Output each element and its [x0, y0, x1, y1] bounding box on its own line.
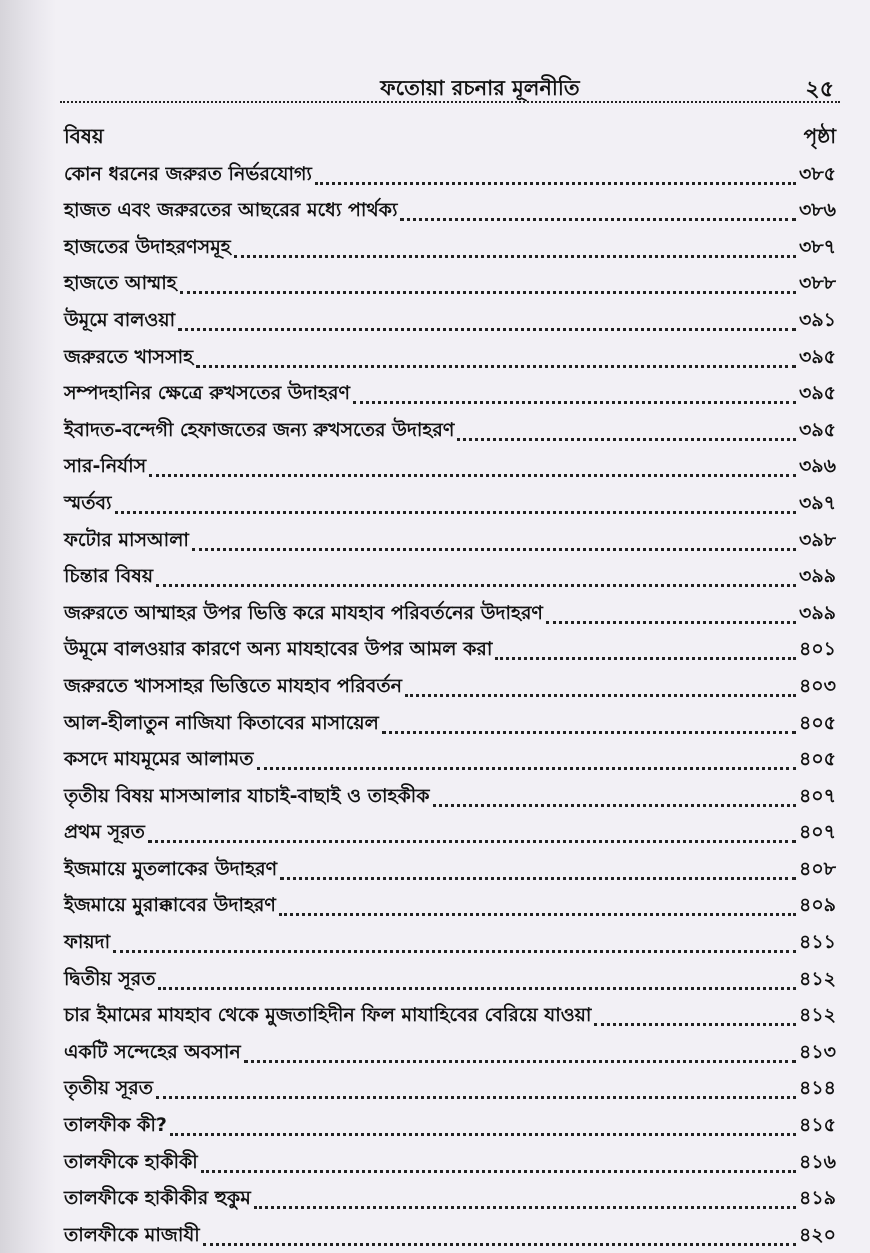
dot-leader [234, 255, 796, 258]
toc-entry [60, 228, 840, 265]
toc-entry [60, 741, 840, 778]
toc-entry-page: ৪০৯ [798, 894, 836, 917]
toc-entry [60, 631, 840, 668]
toc-entry-page: ৩৯১ [798, 308, 836, 331]
toc-entry [60, 484, 840, 521]
dot-leader [400, 218, 795, 221]
toc-entry [60, 155, 840, 192]
dot-leader [178, 328, 796, 331]
toc-entry-title: চার ইমামের মাযহাব থেকে মুজতাহিদীন ফিল মাযাহিবের বেরিয়ে যাওয়া [64, 1004, 592, 1027]
toc-entry-title: তালফীকে হাকীকীর হুকুম [64, 1187, 251, 1210]
toc-entry [60, 1070, 840, 1107]
page-gutter-shadow [0, 0, 56, 1253]
toc-entry-page: ৪০৫ [798, 711, 836, 734]
toc-entry [60, 192, 840, 229]
toc-entry-title: কোন ধরনের জরুরত নির্ভরযোগ্য [64, 162, 312, 185]
dot-leader [244, 1060, 796, 1063]
toc-entry [60, 448, 840, 485]
dot-leader [353, 401, 796, 404]
toc-entry [60, 265, 840, 302]
dot-leader [201, 1170, 796, 1173]
dot-leader [546, 621, 796, 624]
toc-entry-title: আল-হীলাতুন নাজিযা কিতাবের মাসায়েল [64, 711, 379, 734]
toc-entry-title: ফটোর মাসআলা [64, 528, 189, 551]
toc-entry [60, 1106, 840, 1143]
toc-entry-title: জরুরতে আম্মাহর উপর ভিত্তি করে মাযহাব পরিবর্তনের উদাহরণ [64, 601, 543, 624]
toc-entry-page: ৪১৫ [799, 1114, 836, 1137]
toc-entry [60, 411, 840, 448]
dot-leader [433, 804, 796, 807]
toc-entry [60, 814, 840, 851]
toc-entry-title: তৃতীয় বিষয় মাসআলার যাচাই-বাছাই ও তাহকীক [64, 784, 430, 807]
toc-entry-page: ৩৮৬ [798, 199, 836, 222]
dot-leader [158, 987, 796, 990]
toc-entry-title: সম্পদহানির ক্ষেত্রে রুখসতের উদাহরণ [64, 382, 350, 405]
toc-entry-page: ৪১১ [799, 931, 836, 954]
toc-entry [60, 1033, 840, 1070]
dot-leader [382, 731, 796, 734]
toc-entry-page: ৪১৩ [798, 1040, 836, 1063]
toc-entry-title: স্মর্তব্য [64, 491, 112, 514]
toc-entry [60, 1180, 840, 1217]
toc-entry-title: উমূমে বালওয়ার কারণে অন্য মাযহাবের উপর আমল করা [64, 638, 493, 661]
toc-entry-page: ৪০৮ [798, 857, 836, 880]
dot-leader [156, 584, 796, 587]
page-column-heading: পৃষ্ঠা [803, 124, 836, 148]
subject-column-heading: বিষয় [64, 124, 104, 148]
toc-entry-title: দ্বিতীয় সূরত [64, 967, 156, 990]
toc-entry-title: উমূমে বালওয়া [64, 308, 176, 331]
toc-entry-title: প্রথম সূরত [64, 821, 145, 844]
dot-leader [203, 1243, 796, 1246]
dot-leader [170, 1133, 796, 1136]
toc-entry-page: ৩৯৯ [798, 601, 836, 624]
toc-entry [60, 594, 840, 631]
toc-entry-page: ৩৯৫ [798, 418, 836, 441]
toc-entry-page: ৩৮৭ [798, 235, 836, 258]
toc-entry-title: তালফীকে মাজাযী [64, 1223, 200, 1246]
toc-entry-page: ৩৯৫ [798, 382, 836, 405]
toc-entry-title: একটি সন্দেহের অবসান [64, 1040, 241, 1063]
toc-entry-page: ৩৯৭ [798, 491, 836, 514]
dot-leader [113, 950, 796, 953]
toc-entry-page: ৪১২ [798, 967, 836, 990]
toc-entry-title: জরুরতে খাসসাহ [64, 345, 194, 368]
toc-entry-title: চিন্তার বিষয় [64, 565, 154, 588]
toc-entry [60, 704, 840, 741]
toc-entry-page: ৪১৬ [798, 1150, 836, 1173]
toc-entry-page: ৩৯৫ [798, 345, 836, 368]
toc-entry-title: তালফীকে হাকীকী [64, 1150, 198, 1173]
toc-entry [60, 850, 840, 887]
toc-entry-page: ৩৮৮ [798, 272, 836, 295]
toc-entry [60, 667, 840, 704]
toc-entry-title: হাজত এবং জরুরতের আছরের মধ্যে পার্থক্য [64, 199, 398, 222]
dot-leader [180, 291, 796, 294]
toc-entry-page: ৪১২ [798, 1004, 836, 1027]
dot-leader [115, 511, 796, 514]
toc-entry-page: ৩৯৯ [798, 565, 836, 588]
toc-entry-page: ৪০৭ [798, 821, 836, 844]
toc-entry-page: ৩৯৮ [798, 528, 836, 551]
toc-entry-title: তালফীক কী? [64, 1114, 167, 1137]
book-page [60, 0, 840, 1253]
toc-entry [60, 777, 840, 814]
toc-entry [60, 960, 840, 997]
table-of-contents [60, 155, 840, 1253]
toc-entry-title: ইজমায়ে মুরাক্কাবের উদাহরণ [64, 894, 276, 917]
toc-entry-title: সার-নির্যাস [64, 455, 147, 478]
toc-entry-page: ৪১৯ [799, 1187, 836, 1210]
toc-entry-title: হাজতের উদাহরণসমূহ [64, 235, 231, 258]
page-number: ২৫ [805, 77, 834, 102]
dot-leader [495, 657, 796, 660]
toc-entry-title: কসদে মাযমূমের আলামত [64, 748, 254, 771]
toc-entry-title: ইবাদত-বন্দেগী হেফাজতের জন্য রুখসতের উদাহরণ [64, 418, 455, 441]
toc-entry [60, 887, 840, 924]
dot-leader [315, 182, 796, 185]
toc-entry-title: জরুরতে খাসসাহর ভিত্তিতে মাযহাব পরিবর্তন [64, 674, 402, 697]
toc-entry-page: ৪১৪ [799, 1077, 836, 1100]
toc-entry [60, 375, 840, 412]
toc-entry [60, 338, 840, 375]
dot-leader [196, 365, 796, 368]
dot-leader [279, 913, 796, 916]
toc-entry-title: ইজমায়ে মুতলাকের উদাহরণ [64, 857, 278, 880]
header-dotted-rule [60, 101, 840, 103]
dot-leader [148, 840, 796, 843]
dot-leader [149, 474, 796, 477]
dot-leader [457, 438, 796, 441]
toc-entry-page: ৪০১ [798, 638, 836, 661]
toc-entry-page: ৪০৩ [798, 674, 836, 697]
running-title: ফতোয়া রচনার মূলনীতি [380, 76, 580, 100]
dot-leader [254, 1206, 796, 1209]
toc-entry [60, 1143, 840, 1180]
toc-entry-page: ৪২০ [798, 1223, 836, 1246]
toc-entry-title: তৃতীয় সূরত [64, 1077, 154, 1100]
dot-leader [192, 548, 796, 551]
toc-entry-page: ৪০৫ [798, 748, 836, 771]
toc-entry [60, 997, 840, 1034]
dot-leader [594, 1023, 796, 1026]
toc-entry-title: হাজতে আম্মাহ [64, 272, 177, 295]
dot-leader [405, 694, 796, 697]
toc-entry-title: ফায়দা [64, 931, 111, 954]
column-headings [60, 116, 840, 152]
toc-entry-page: ৪০৭ [798, 784, 836, 807]
dot-leader [156, 1096, 796, 1099]
toc-entry-page: ৩৮৫ [798, 162, 836, 185]
toc-entry [60, 521, 840, 558]
toc-entry [60, 1216, 840, 1253]
toc-entry [60, 923, 840, 960]
dot-leader [257, 767, 796, 770]
dot-leader [280, 877, 796, 880]
toc-entry [60, 558, 840, 595]
toc-entry [60, 301, 840, 338]
toc-entry-page: ৩৯৬ [798, 455, 836, 478]
